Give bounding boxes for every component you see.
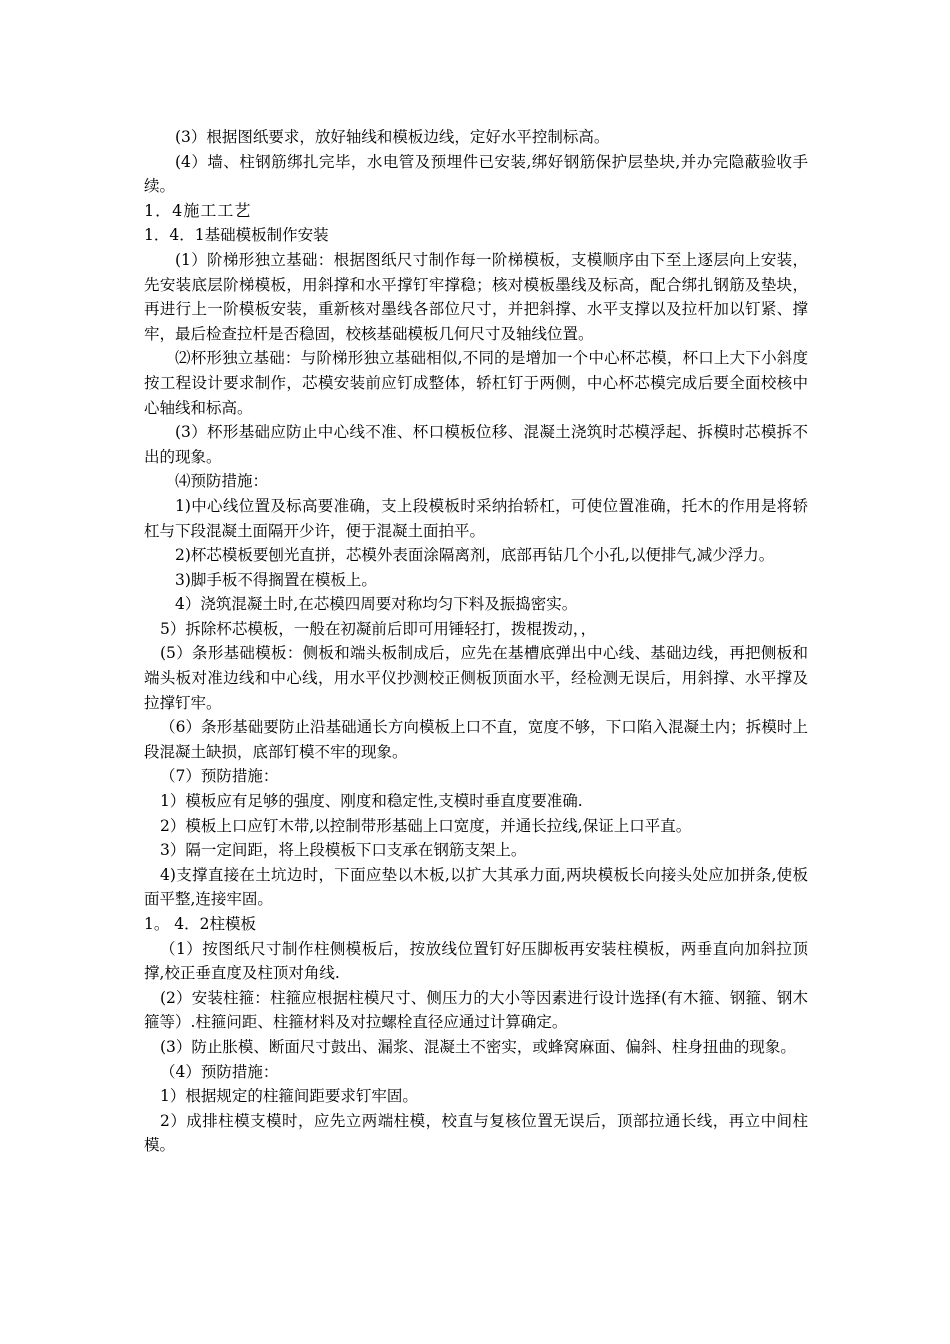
- paragraph: 4)支撑直接在土坑边时，下面应垫以木板,以扩大其承力面,两块模板长向接头处应加拼条,使板面平整,连接牢固。: [144, 865, 808, 909]
- paragraph: (1）阶梯形独立基础：根据图纸尺寸制作每一阶梯模板，支模顺序由下至上逐层向上安装，先安装底层阶梯模板，用斜撑和水平撑钉牢撑稳；核对模板墨线及标高，配合绑扎钢筋及垫块，再进行上一阶模板安装，重新核对墨线各部位尺寸，并把斜撑、水平支撑以及拉杆加以钉紧、撑牢，最后检查拉杆是否稳固，校核基础模板几何尺寸及轴线位置。: [144, 250, 808, 343]
- paragraph: 3）隔一定间距，将上段模板下口支承在钢筋支架上。: [160, 841, 527, 860]
- paragraph: (3）杯形基础应防止中心线不准、杯口模板位移、混凝土浇筑时芯模浮起、拆模时芯模拆不出的现象。: [144, 423, 808, 466]
- paragraph: 2）成排柱模支模时，应先立两端柱模，校直与复核位置无误后，顶部拉通长线，再立中间柱模。: [144, 1111, 808, 1155]
- paragraph: ⑵杯形独立基础：与阶梯形独立基础相似,不同的是增加一个中心杯芯模，杯口上大下小斜度按工程设计要求制作，芯模安装前应钉成整体，轿杠钉于两侧，中心杯芯模完成后要全面校核中心轴线和标高。: [144, 349, 808, 417]
- document-body: [144, 125, 808, 1158]
- paragraph: 1)中心线位置及标高要准确，支上段模板时采纳抬轿杠，可使位置准确，托木的作用是将轿杠与下段混凝土面隔开少许，便于混凝土面拍平。: [144, 496, 808, 540]
- paragraph: (2）安装柱箍：柱箍应根据柱模尺寸、侧压力的大小等因素进行设计选择(有木箍、钢箍、钢木箍等）.柱箍问距、柱箍材料及对拉螺栓直径应通过计算确定。: [144, 988, 808, 1032]
- paragraph: (5）条形基础模板：侧板和端头板制成后，应先在基槽底弹出中心线、基础边线，再把侧板和端头板对准边线和中心线，用水平仪抄测校正侧板顶面水平，经检测无误后，用斜撑、水平撑及拉撑钉牢。: [144, 644, 808, 712]
- paragraph: 5）拆除杯芯模板，一般在初凝前后即可用锤轻打，拨棍拨动，，: [160, 619, 597, 638]
- paragraph: 1．4．1基础模板制作安装: [144, 226, 329, 245]
- paragraph: （1）按图纸尺寸制作柱侧模板后，按放线位置钉好压脚板再安装柱模板，两垂直向加斜拉顶撑,校正垂直度及柱顶对角线.: [144, 939, 808, 983]
- paragraph: 2）模板上口应钉木带,以控制带形基础上口宽度，并通长拉线,保证上口平直。: [160, 816, 692, 835]
- paragraph: (3）防止胀模、断面尺寸鼓出、漏浆、混凝土不密实，或蜂窝麻面、偏斜、柱身扭曲的现象。: [160, 1037, 796, 1056]
- paragraph: 3)脚手板不得搁置在模板上。: [175, 570, 377, 589]
- paragraph: （4）预防措施：: [160, 1062, 279, 1081]
- paragraph: 2)杯芯模板要刨光直拼，芯模外表面涂隔离剂，底部再钻几个小孔,以便排气,减少浮力。: [175, 546, 775, 565]
- paragraph: ⑷预防措施：: [175, 472, 269, 491]
- paragraph: 4）浇筑混凝土时,在芯模四周要对称均匀下料及振捣密实。: [175, 595, 578, 614]
- paragraph: (3）根据图纸要求，放好轴线和模板边线，定好水平控制标高。: [175, 128, 610, 146]
- paragraph: 1。 4．2柱模板: [144, 915, 257, 933]
- paragraph: (4）墙、柱钢筋绑扎完毕，水电管及预埋件已安装,绑好钢筋保护层垫块,并办完隐蔽验收手续。: [144, 152, 808, 196]
- paragraph: 1）模板应有足够的强度、刚度和稳定性,支模时垂直度要准确.: [160, 792, 583, 811]
- paragraph: （6）条形基础要防止沿基础通长方向模板上口不直，宽度不够，下口陷入混凝土内；拆模时上段混凝土缺损，底部钉模不牢的现象。: [144, 718, 808, 761]
- paragraph: 1）根据规定的柱箍间距要求钉牢固。: [160, 1087, 418, 1106]
- paragraph: （7）预防措施：: [160, 767, 279, 786]
- section-heading: 1．4施工工艺: [144, 200, 252, 220]
